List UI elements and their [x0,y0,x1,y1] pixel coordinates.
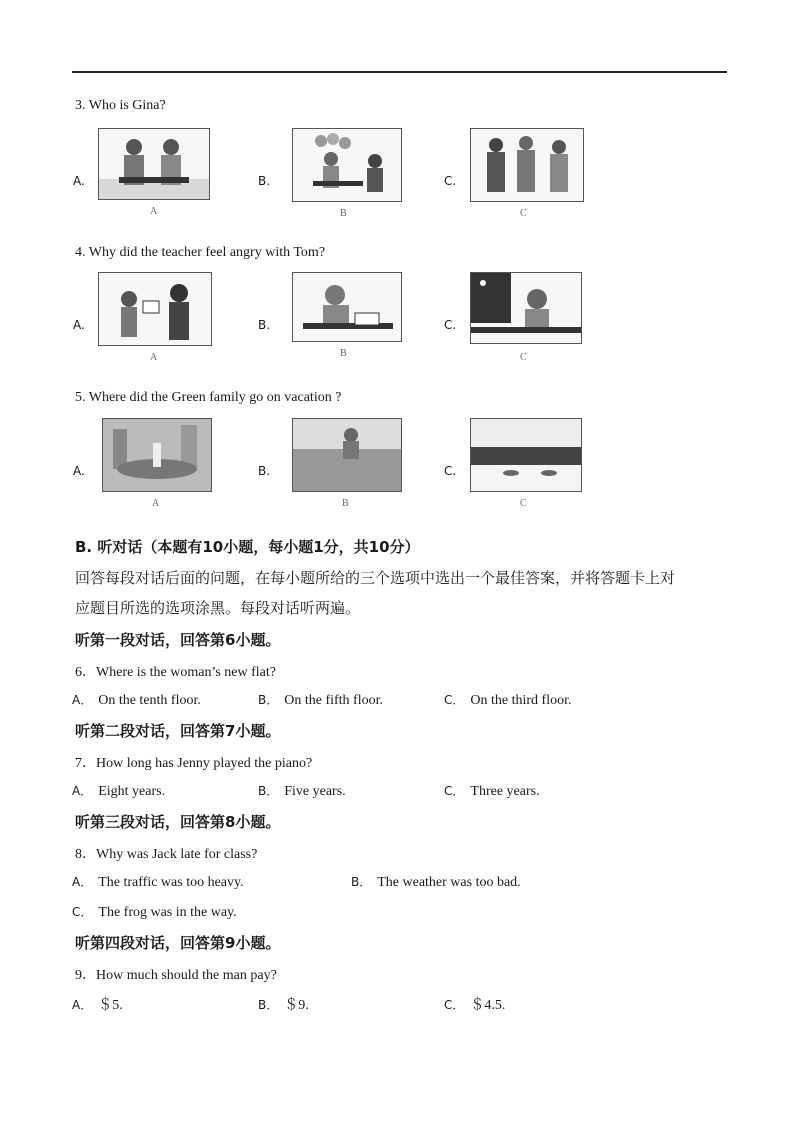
picture-3c[interactable] [470,128,584,202]
picture-caption: B [340,208,347,219]
question-4 [75,245,325,261]
option-text: The weather was too bad. [377,875,521,890]
picture-caption: C [520,208,527,219]
option-text: On the third floor. [470,693,572,708]
option-letter: A． [72,693,93,707]
option-letter: C. [444,464,457,478]
answer-option[interactable] [72,782,165,800]
picture-caption: A [150,352,158,363]
option-letter: B. [258,174,271,188]
option-letter: C. [444,174,457,188]
option-letter: A． [72,875,93,889]
picture-caption: B [340,348,347,359]
section-b-instructions: 应题目所选的选项涂黑。每段对话听两遍。 [75,599,361,617]
answer-option[interactable] [72,994,123,1014]
question-7: 7．How long has Jenny played the piano? [75,756,313,771]
picture-4c[interactable] [470,272,582,344]
picture-5c[interactable] [470,418,582,492]
option-text: On the fifth floor. [284,693,383,708]
question-6: 6．Where is the woman’s new flat? [75,665,276,680]
option-letter: A. [73,464,85,478]
section-b-instructions: 回答每段对话后面的问题，在每小题所给的三个选项中选出一个最佳答案，并将答题卡上对 [75,569,676,587]
option-text: The traffic was too heavy. [98,875,244,890]
option-text: ＄4.5. [470,998,506,1013]
question-8: 8．Why was Jack late for class? [75,847,258,862]
answer-option[interactable] [258,691,383,709]
option-letter: C． [444,784,465,798]
question-text: Who is Gina? [88,98,166,113]
question-number: 4. [75,245,86,260]
section-b-heading: B. 听对话（本题有10小题，每小题1分，共10分） [75,538,420,556]
option-letter: C． [72,905,93,919]
question-3 [75,98,166,114]
picture-5a[interactable] [102,418,212,492]
picture-3b[interactable] [292,128,402,202]
question-5 [75,390,341,406]
option-letter: B． [258,784,279,798]
option-letter: B. [258,318,271,332]
option-letter: A. [73,174,85,188]
dialogue-header: 听第三段对话，回答第8小题。 [75,813,281,831]
picture-caption: B [342,498,349,509]
option-letter: B. [258,464,271,478]
answer-option[interactable] [72,903,237,921]
option-text: ＄9. [284,998,309,1013]
picture-4a[interactable] [98,272,212,346]
option-letter: C. [444,318,457,332]
question-9: 9．How much should the man pay? [75,968,277,983]
picture-5b[interactable] [292,418,402,492]
answer-option[interactable] [444,994,505,1014]
option-text: Five years. [284,784,346,799]
option-letter: C． [444,693,465,707]
answer-option[interactable] [351,873,521,891]
picture-caption: A [152,498,160,509]
answer-option[interactable] [258,994,309,1014]
dialogue-header: 听第四段对话，回答第9小题。 [75,934,281,952]
option-letter: C． [444,998,465,1012]
picture-caption: C [520,498,527,509]
option-letter: B． [258,693,279,707]
option-text: On the tenth floor. [98,693,201,708]
picture-4b[interactable] [292,272,402,342]
question-number: 5. [75,390,86,405]
answer-option[interactable] [258,782,346,800]
answer-option[interactable] [444,782,540,800]
answer-option[interactable] [72,691,201,709]
picture-caption: A [150,206,158,217]
answer-option[interactable] [72,873,244,891]
option-letter: A． [72,784,93,798]
option-text: The frog was in the way. [98,905,237,920]
option-letter: A． [72,998,93,1012]
option-text: Eight years. [98,784,166,799]
question-text: Where did the Green family go on vacation ? [88,390,342,405]
answer-option[interactable] [444,691,572,709]
dialogue-header: 听第一段对话，回答第6小题。 [75,631,281,649]
dialogue-header: 听第二段对话，回答第7小题。 [75,722,281,740]
picture-caption: C [520,352,527,363]
question-text: Why did the teacher feel angry with Tom? [88,245,326,260]
option-text: Three years. [470,784,540,799]
option-letter: B． [258,998,279,1012]
option-letter: B． [351,875,372,889]
picture-3a[interactable] [98,128,210,200]
option-letter: A. [73,318,85,332]
top-rule [72,71,727,73]
option-text: ＄5. [98,998,123,1013]
question-number: 3. [75,98,86,113]
